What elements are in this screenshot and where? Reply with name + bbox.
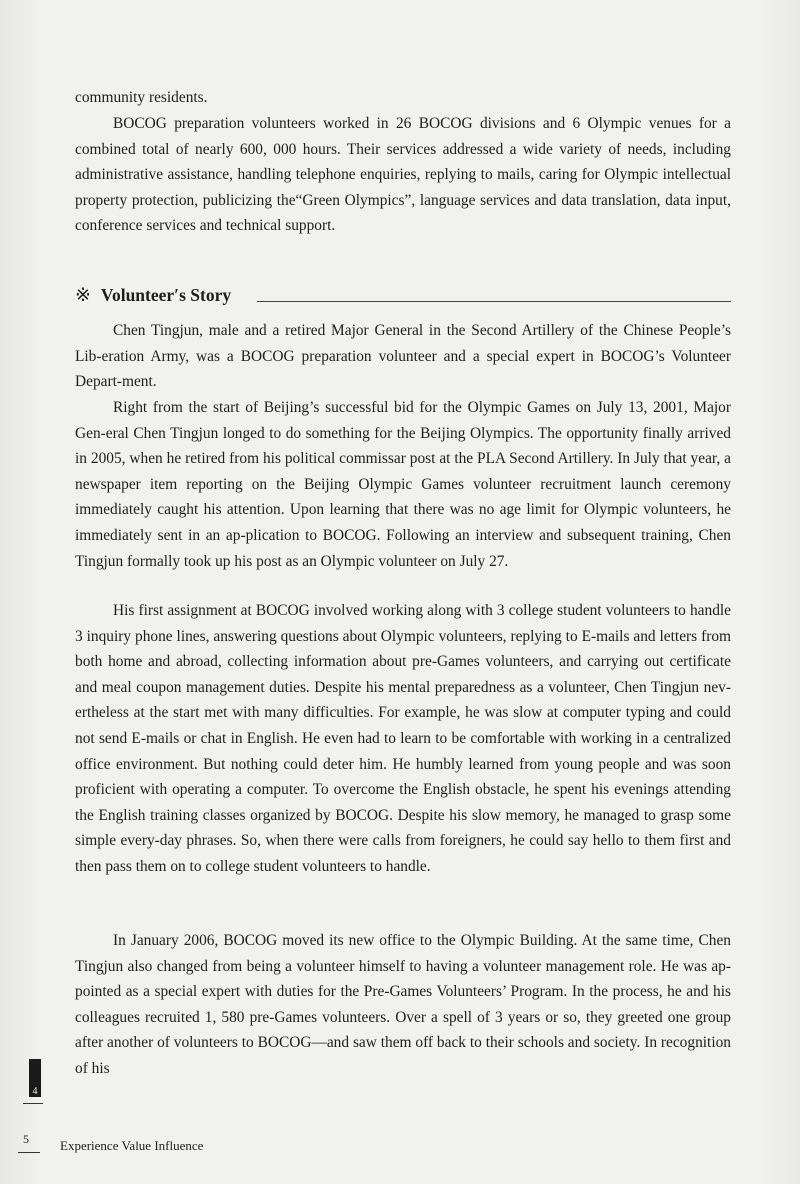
section-title: Volunteer′s Story	[100, 284, 232, 305]
footer-rule	[18, 1152, 40, 1153]
paragraph-bid-story: Right from the start of Beijing’s successful bid for the Olympic Games on July 13, 2001, Major Gen-eral Chen Tingjun longed to do something for the Beijing Olympics. The opportunity finally arrived in 2005, when he retired from his political commissar post at the PLA Second Artillery. In July that year, a newspaper item reporting on the Beijing Olympic Games volunteer recruitment launch ceremony immediately caught his attention. Upon learning that there was no age limit for Olympic volunteers, he immediately sent in an ap-plication to BOCOG. Following an interview and subsequent training, Chen Tingjun formally took up his post as an Olympic volunteer on July 27.	[75, 399, 731, 570]
paragraph-volunteer-hours: BOCOG preparation volunteers worked in 26 BOCOG divisions and 6 Olympic venues for a combined total of nearly 600, 000 hours. Their services addressed a wide variety of needs, including administrative assistance, handling telephone enquiries, replying to mails, caring for Olympic intellectual property protection, publicizing the“Green Olympics”, language services and data translation, data input, conference services and technical support.	[75, 115, 731, 235]
section-heading	[75, 282, 731, 308]
page-tab-marker: 4	[29, 1059, 41, 1097]
footer-running-title: Experience Value Influence	[60, 1138, 204, 1153]
paragraph-continuation: community residents.	[75, 89, 208, 106]
heading-rule	[257, 301, 731, 302]
paragraph-olympic-building: In January 2006, BOCOG moved its new office to the Olympic Building. At the same time, Chen Tingjun also changed from being a volunteer himself to having a volunteer management role. He was ap-pointed as a special expert with duties for the Pre-Games Volunteers’ Program. In the process, he and his colleagues recruited 1, 580 pre-Games volunteers. Over a spell of 3 years or so, they greeted one group after another of volunteers to BOCOG—and saw them off back to their schools and society. In recognition of his	[75, 932, 731, 1077]
footer-page-number: 5	[23, 1132, 29, 1146]
tab-rule	[23, 1103, 43, 1104]
reference-mark-icon: ※	[75, 283, 91, 306]
paragraph-first-assignment: His first assignment at BOCOG involved working along with 3 college student volunteers to handle 3 inquiry phone lines, answering questions about Olympic volunteers, replying to E-mails and letters from both home and abroad, collecting information about pre-Games volunteers, and carrying out certificate and meal coupon management duties. Despite his mental preparedness as a volunteer, Chen Tingjun nev-ertheless at the start met with many difficulties. For example, he was slow at computer typing and could not send E-mails or chat in English. He even had to learn to be comfortable with working in a centralized office environment. But nothing could deter him. He humbly learned from young people and was soon proficient with operating a computer. To overcome the English obstacle, he spent his evenings attending the English training classes organized by BOCOG. Despite his slow memory, he managed to grasp some simple every-day phrases. So, when there were calls from foreigners, he could say hello to them first and then pass them on to college student volunteers to handle.	[75, 602, 731, 875]
paragraph-intro-chen: Chen Tingjun, male and a retired Major General in the Second Artillery of the Chinese People’s Lib-eration Army, was a BOCOG preparation volunteer and a special expert in BOCOG’s Volunteer Depart-ment.	[75, 322, 731, 391]
